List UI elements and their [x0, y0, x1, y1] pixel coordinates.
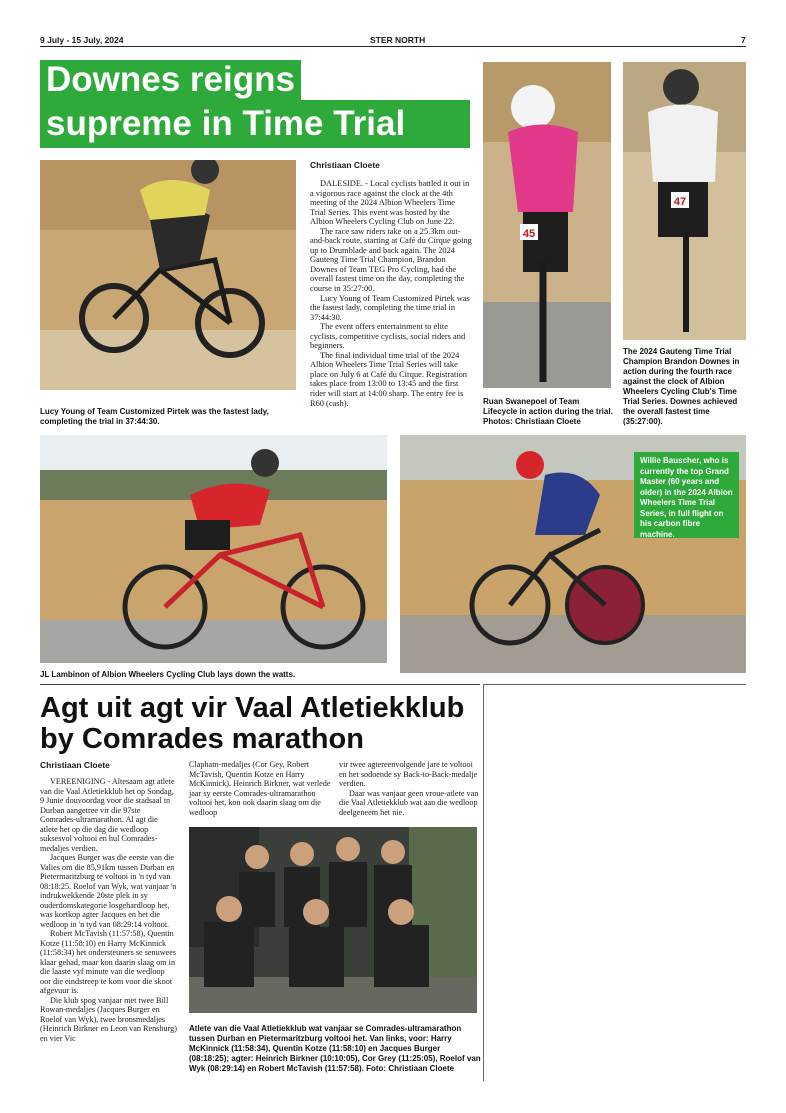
article2-paragraph: Die klub spog vanjaar met twee Bill Rowan-medaljes (Jacques Burger en Roelof van Wyk), twee bronsmedaljes (Heinrich Birkner en Leon van Rensburg) en vier Vic	[40, 995, 177, 1043]
article2-col2	[189, 760, 331, 817]
caption-group: Atlete van die Vaal Atletiekklub wat vanjaar se Comrades-ultramarathon tussen Durban en Pietermaritzburg voltooi het. Van links, voor: Harry McKinnick (11:58:34), Quentin Kotze (11:58:10) en Jacques Burger (08:18:25); agter: Heinrich Birkner (10:10:05), Cor Grey (11:25:05), Roelof van Wyk (08:29:14) en Robert McTavish (11:57:58). Foto: Christiaan Cloete	[189, 1024, 481, 1073]
article-divider	[40, 684, 480, 685]
headline-line-1: Downes reigns	[40, 60, 301, 100]
vertical-divider	[483, 684, 484, 1081]
photo-ruan-swanepoel	[483, 62, 611, 388]
page-number: 7	[741, 35, 746, 45]
bib-number-45: 45	[522, 228, 536, 240]
article2-paragraph: Clapham-medaljes (Cor Gey, Robert McTavish, Quentin Kotze en Harry McKinnick). Heinrich Birkner, wat verlede jaar sy eerste Comrades-ultramarathon voltooi het, kon ook daarin slaag om die wedloop	[189, 760, 331, 817]
photo-brandon-downes	[623, 62, 746, 340]
headline-line-2: supreme in Time Trial	[40, 100, 470, 148]
article2-headline-line-1: Agt uit agt vir Vaal Atletiekklub	[40, 692, 465, 724]
article2-paragraph: Daar was vanjaar geen vroue-atlete van die Vaal Atletiekklub wat aan die wedloop deelgeneem het nie.	[339, 788, 479, 817]
photo-lucy-young	[40, 160, 296, 390]
article2-paragraph: Jacques Burger was die eerste van die Valies om die 85,91km tussen Durban en Pietermaritzburg te voltooi in 'n tyd van 08:18:25. Roelof van Wyk, wat vanjaar 'n indrukwekkende 20ste plek in sy ouderdomskategorie losgehardloop het, was kortkop agter Jacques en het die wedloop in 'n tyd van 08:29:14 voltooi.	[40, 853, 177, 929]
article2-paragraph: vir twee agtereenvolgende jare te voltooi en het sodoende sy Back-to-Back-medalje verdien.	[339, 760, 478, 788]
article2-byline: Christiaan Cloete	[40, 760, 110, 770]
article1-paragraph: Lucy Young of Team Customized Pirtek was the fastest lady, completing the time trial in 37:44:30.	[310, 293, 470, 322]
article1-paragraph: The race saw riders take on a 25.3km out-and-back route, starting at Café du Cirque going up to Drumblade and back again. The 2024 Gauteng Time Trial Champion, Brandon Downes of Team TEG Pro Cycling, had the overall fastest time on the day, completing the course in 35:27:00.	[310, 226, 472, 294]
photo-vaal-athletes-group	[189, 827, 477, 1013]
issue-date: 9 July - 15 July, 2024	[40, 35, 124, 45]
caption-lucy: Lucy Young of Team Customized Pirtek was the fastest lady, completing the trial in 37:44:30.	[40, 407, 269, 426]
caption-ruan: Ruan Swanepoel of Team Lifecycle in action during the trial. Photos: Christiaan Cloete	[483, 397, 613, 426]
article1-paragraph: The final individual time trial of the 2024 Albion Wheelers Time Trial Series will take place on July 6 at Café du Cirque. Registration takes place from 13:00 to 13:45 and the first rider will start at 14:00 sharp. The entry fee is R60 (cash).	[310, 350, 467, 408]
article2-col1	[40, 777, 177, 1043]
article1-paragraph: DALESIDE. - Local cyclists battled it out in a vigorous race against the clock at the 4th meeting of the 2024 Albion Wheelers Time Trial Series. This event was hosted by the Albion Wheelers Cycling Club on June 22.	[310, 179, 470, 227]
article2-headline-line-2: by Comrades marathon	[40, 723, 364, 755]
caption-brandon: The 2024 Gauteng Time Trial Champion Brandon Downes in action during the fourth race against the clock of Albion Wheelers Cycling Club's Time Trial Series. Downes achieved the overall fastest time (35:27:00).	[623, 347, 740, 426]
bib-number-47: 47	[673, 196, 687, 208]
article2-paragraph: Robert McTavish (11:57:58), Quentin Kotze (11:58:10) en Harry McKinnick (11:58:34) het ondersteuners se senuwees klaar gehad, maar kon daarin slaag om in die laaste vyf minute van die wedloop oor die eindstreep te kom voor die skoot afgevuur is.	[40, 929, 177, 995]
header-rule	[40, 46, 746, 47]
article1-byline: Christiaan Cloete	[310, 160, 380, 170]
article2-col3	[339, 760, 479, 817]
empty-box-rule	[483, 684, 746, 685]
caption-willie: Willie Bauscher, who is currently the top Grand Master (60 years and older) in the 2024 Albion Wheelers Time Trial Series, in full flight on his carbon fibre machine.	[634, 452, 739, 538]
article1-body	[310, 179, 472, 408]
article1-paragraph: The event offers entertainment to elite cyclists, competitive cyclists, social riders and beginners.	[310, 322, 466, 351]
caption-jl: JL Lambinon of Albion Wheelers Cycling Club lays down the watts.	[40, 670, 296, 679]
publication-name: STER NORTH	[370, 35, 426, 45]
photo-jl-lambinon	[40, 435, 387, 663]
article2-paragraph: VEREENIGING - Altesaam agt atlete van die Vaal Atletiekklub het op Sondag, 9 Junie douvoordag voor die stadsaal in Durban aangetree vir die 97ste Comrades-ultramarathon. Al agt die atlete het op die dag die wedloop suksesvol voltooi en hul Comrades-medaljes verdien.	[40, 777, 175, 853]
